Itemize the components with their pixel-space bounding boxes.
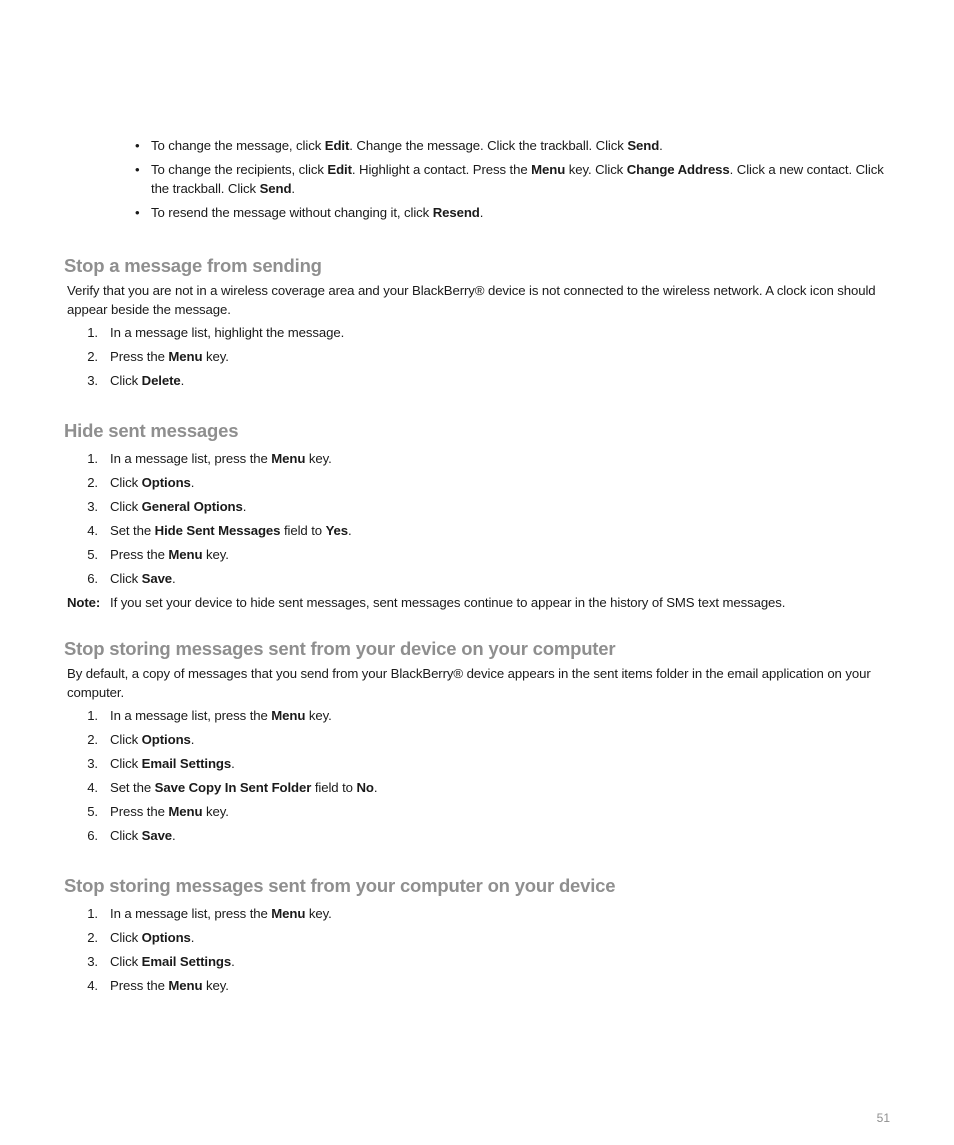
ui-term: Save [141, 828, 173, 843]
step-item [64, 928, 894, 947]
step-list [64, 323, 894, 390]
step-text: Click Save. [110, 828, 176, 843]
step-number: 6. [87, 571, 98, 586]
ui-term: Resend [432, 205, 480, 220]
ui-term: Edit [324, 138, 350, 153]
note-label: Note: [67, 595, 101, 610]
section-stop-storing-computer-on-device [64, 874, 894, 1000]
ui-term: Save [141, 571, 173, 586]
step-item [64, 449, 894, 468]
step-text: Press the Menu key. [110, 547, 229, 562]
ui-term: Save Copy In Sent Folder [154, 780, 312, 795]
step-list [64, 449, 894, 588]
bullet-list [135, 136, 905, 227]
ui-term: Menu [271, 708, 306, 723]
step-text: Press the Menu key. [110, 349, 229, 364]
step-list [64, 904, 894, 995]
step-item [64, 569, 894, 588]
step-item [64, 976, 894, 995]
section-intro: By default, a copy of messages that you send from your BlackBerry® device appears in the sent items folder in the email application on your computer. [67, 666, 871, 700]
note [64, 593, 894, 612]
ui-term: General Options [141, 499, 243, 514]
step-item [64, 371, 894, 390]
bullet-dot: • [135, 138, 140, 153]
step-text: Click Delete. [110, 373, 185, 388]
step-number: 2. [87, 475, 98, 490]
bullet-text: To change the recipients, click Edit. Highlight a contact. Press the Menu key. Click Change Address. Click a new contact. Click the trackball. Click Send. [151, 162, 884, 196]
step-number: 3. [87, 499, 98, 514]
step-item [64, 706, 894, 725]
ui-term: Send [259, 181, 292, 196]
step-number: 5. [87, 547, 98, 562]
step-text: Click Options. [110, 732, 195, 747]
ui-term: Options [141, 930, 191, 945]
section-heading: Hide sent messages [64, 420, 239, 441]
ui-term: Options [141, 475, 191, 490]
step-number: 3. [87, 954, 98, 969]
ui-term: Email Settings [141, 954, 232, 969]
step-text: In a message list, press the Menu key. [110, 451, 332, 466]
step-item [64, 904, 894, 923]
step-text: In a message list, press the Menu key. [110, 708, 332, 723]
step-text: Set the Hide Sent Messages field to Yes. [110, 523, 352, 538]
ui-term: Yes [325, 523, 349, 538]
step-item [64, 347, 894, 366]
ui-term: Change Address [626, 162, 730, 177]
step-text: Click Options. [110, 930, 195, 945]
step-text: Press the Menu key. [110, 978, 229, 993]
step-text: Click Email Settings. [110, 756, 235, 771]
bullet-dot: • [135, 205, 140, 220]
ui-term: Email Settings [141, 756, 232, 771]
step-text: In a message list, highlight the message. [110, 325, 345, 340]
note-text: If you set your device to hide sent messages, sent messages continue to appear in the history of SMS text messages. [110, 595, 786, 610]
ui-term: Send [627, 138, 660, 153]
section-stop-message-sending [64, 254, 894, 395]
step-item [64, 778, 894, 797]
ui-term: Menu [168, 804, 203, 819]
step-list [64, 706, 894, 845]
section-intro: Verify that you are not in a wireless coverage area and your BlackBerry® device is not connected to the wireless network. A clock icon should appear beside the message. [67, 283, 876, 317]
step-number: 6. [87, 828, 98, 843]
step-item [64, 754, 894, 773]
ui-term: Hide Sent Messages [154, 523, 281, 538]
step-item [64, 497, 894, 516]
section-stop-storing-device-on-computer [64, 637, 894, 850]
step-text: Click Save. [110, 571, 176, 586]
step-number: 2. [87, 349, 98, 364]
step-number: 4. [87, 780, 98, 795]
step-number: 3. [87, 373, 98, 388]
step-number: 3. [87, 756, 98, 771]
step-number: 2. [87, 732, 98, 747]
step-text: Set the Save Copy In Sent Folder field to No. [110, 780, 378, 795]
step-number: 1. [87, 708, 98, 723]
step-number: 4. [87, 523, 98, 538]
bullet-item [135, 203, 905, 222]
bullet-text: To resend the message without changing it, click Resend. [151, 205, 484, 220]
ui-term: Menu [168, 349, 203, 364]
ui-term: Menu [531, 162, 566, 177]
ui-term: Options [141, 732, 191, 747]
step-item [64, 802, 894, 821]
step-text: Click Email Settings. [110, 954, 235, 969]
bullet-item [135, 136, 905, 155]
step-item [64, 952, 894, 971]
step-number: 1. [87, 325, 98, 340]
ui-term: Menu [168, 978, 203, 993]
bullet-dot: • [135, 162, 140, 177]
section-heading: Stop storing messages sent from your device on your computer [64, 638, 616, 659]
step-number: 4. [87, 978, 98, 993]
step-item [64, 545, 894, 564]
section-heading: Stop storing messages sent from your computer on your device [64, 875, 616, 896]
step-number: 1. [87, 451, 98, 466]
ui-term: No [356, 780, 374, 795]
section-heading: Stop a message from sending [64, 255, 322, 276]
step-text: Click Options. [110, 475, 195, 490]
bullet-text: To change the message, click Edit. Change the message. Click the trackball. Click Send. [151, 138, 663, 153]
step-text: In a message list, press the Menu key. [110, 906, 332, 921]
section-hide-sent-messages [64, 419, 894, 612]
step-number: 5. [87, 804, 98, 819]
page-number: 51 [876, 1111, 890, 1125]
ui-term: Menu [168, 547, 203, 562]
ui-term: Menu [271, 451, 306, 466]
ui-term: Menu [271, 906, 306, 921]
step-item [64, 730, 894, 749]
step-text: Click General Options. [110, 499, 247, 514]
step-item [64, 473, 894, 492]
step-number: 1. [87, 906, 98, 921]
bullet-item [135, 160, 905, 198]
step-item [64, 323, 894, 342]
step-text: Press the Menu key. [110, 804, 229, 819]
step-item [64, 521, 894, 540]
ui-term: Delete [141, 373, 181, 388]
step-item [64, 826, 894, 845]
ui-term: Edit [327, 162, 352, 177]
step-number: 2. [87, 930, 98, 945]
